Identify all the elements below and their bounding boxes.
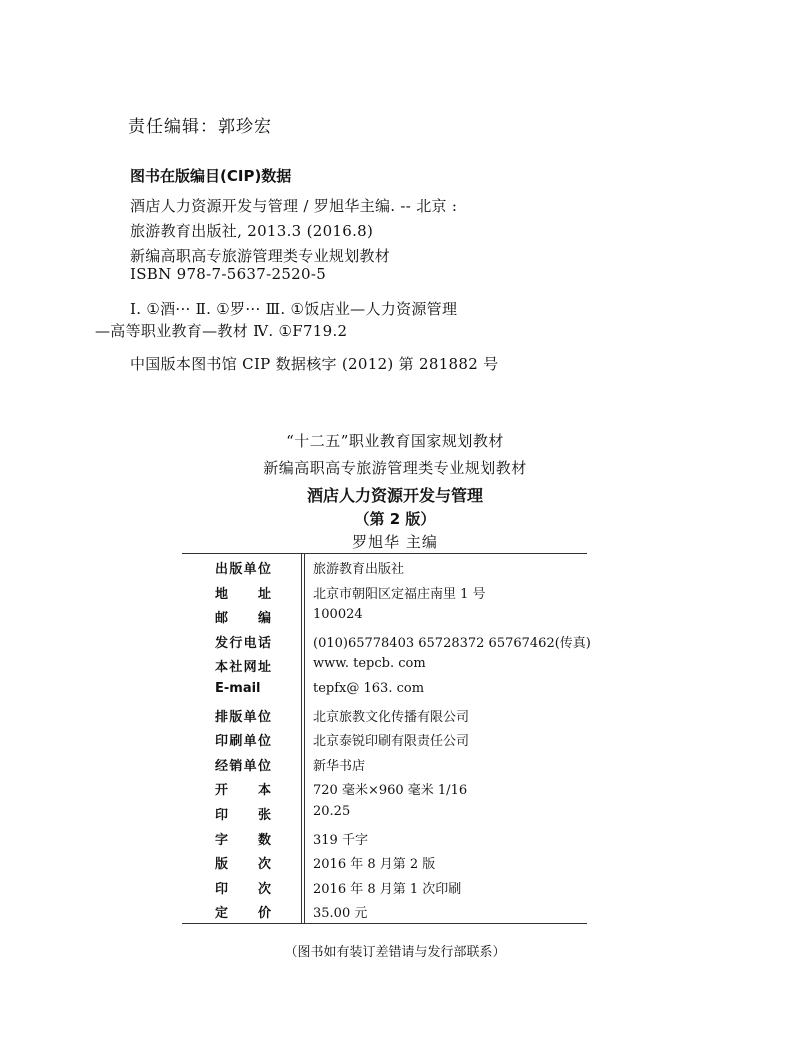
- cip-line: 酒店人力资源开发与管理 / 罗旭华主编. -- 北京 :: [130, 197, 458, 215]
- table-row: [182, 898, 587, 923]
- edition: （第 2 版）: [354, 510, 436, 528]
- table-row: [182, 874, 587, 899]
- classification-line: Ⅰ. ①酒··· Ⅱ. ①罗··· Ⅲ. ①饭店业—人力资源管理: [130, 300, 458, 318]
- cip-number: 中国版本图书馆 CIP 数据核字 (2012) 第 281882 号: [130, 355, 499, 373]
- responsible-editor: 责任编辑：郭珍宏: [128, 117, 272, 137]
- table-row: [182, 849, 587, 874]
- classification-line: —高等职业教育—教材 Ⅳ. ①F719.2: [95, 322, 348, 340]
- row-value: 新华书店: [313, 758, 366, 774]
- cip-line: 新编高职高专旅游管理类专业规划教材: [130, 247, 391, 265]
- row-label: 出版单位: [215, 562, 271, 577]
- row-label: 版次: [215, 857, 271, 873]
- series-title: “十二五”职业教育国家规划教材: [286, 432, 504, 450]
- row-value: 2016 年 8 月第 2 版: [313, 857, 436, 873]
- row-label: 印刷单位: [215, 734, 271, 750]
- row-value: www. tepcb. com: [313, 656, 426, 672]
- author: 罗旭华 主编: [352, 533, 438, 551]
- row-value: 旅游教育出版社: [313, 562, 405, 577]
- row-label: 开本: [215, 783, 271, 799]
- row-label: 字数: [215, 832, 271, 848]
- table-row: [182, 652, 587, 677]
- binding-error-note: （图书如有装订差错请与发行部联系）: [284, 945, 506, 960]
- row-label: E-mail: [215, 680, 261, 696]
- table-row: [182, 726, 587, 751]
- cip-heading: 图书在版编目(CIP)数据: [130, 167, 292, 185]
- row-value: 720 毫米×960 毫米 1/16: [313, 783, 468, 799]
- book-title: 酒店人力资源开发与管理: [306, 486, 483, 505]
- table-row: [182, 579, 587, 604]
- row-value: 北京市朝阳区定福庄南里 1 号: [313, 586, 486, 602]
- row-label: 本社网址: [215, 660, 271, 676]
- row-value: 2016 年 8 月第 1 次印刷: [313, 881, 462, 897]
- row-value: 35.00 元: [313, 906, 368, 922]
- row-value: (010)65778403 65728372 65767462(传真): [313, 635, 591, 651]
- table-row: [182, 702, 587, 727]
- row-label: 经销单位: [215, 758, 271, 774]
- table-row: [182, 554, 587, 579]
- table-row: [182, 628, 591, 653]
- row-label: 印张: [215, 807, 271, 823]
- table-row: [182, 751, 587, 776]
- row-value: 20.25: [313, 803, 351, 819]
- row-label: 印次: [215, 881, 271, 897]
- series-subtitle: 新编高职高专旅游管理类专业规划教材: [263, 459, 527, 477]
- row-label: 排版单位: [215, 709, 271, 725]
- row-value: 北京泰锐印刷有限责任公司: [313, 734, 470, 750]
- row-label: 定价: [215, 906, 271, 922]
- row-label: 地址: [215, 586, 271, 602]
- table-row: [182, 775, 587, 800]
- table-row: [182, 800, 587, 825]
- row-value: 100024: [313, 607, 363, 623]
- cip-line: 旅游教育出版社, 2013.3 (2016.8): [130, 222, 374, 240]
- row-label: 邮编: [215, 611, 271, 627]
- isbn-line: ISBN 978-7-5637-2520-5: [130, 265, 327, 283]
- row-label: 发行电话: [215, 635, 271, 651]
- table-row: [182, 603, 587, 628]
- row-value: tepfx@ 163. com: [313, 680, 425, 696]
- table-row: [182, 677, 587, 702]
- row-value: 319 千字: [313, 832, 368, 848]
- publication-info-table: [182, 553, 591, 924]
- row-value: 北京旅教文化传播有限公司: [313, 709, 470, 725]
- table-row: [182, 825, 587, 850]
